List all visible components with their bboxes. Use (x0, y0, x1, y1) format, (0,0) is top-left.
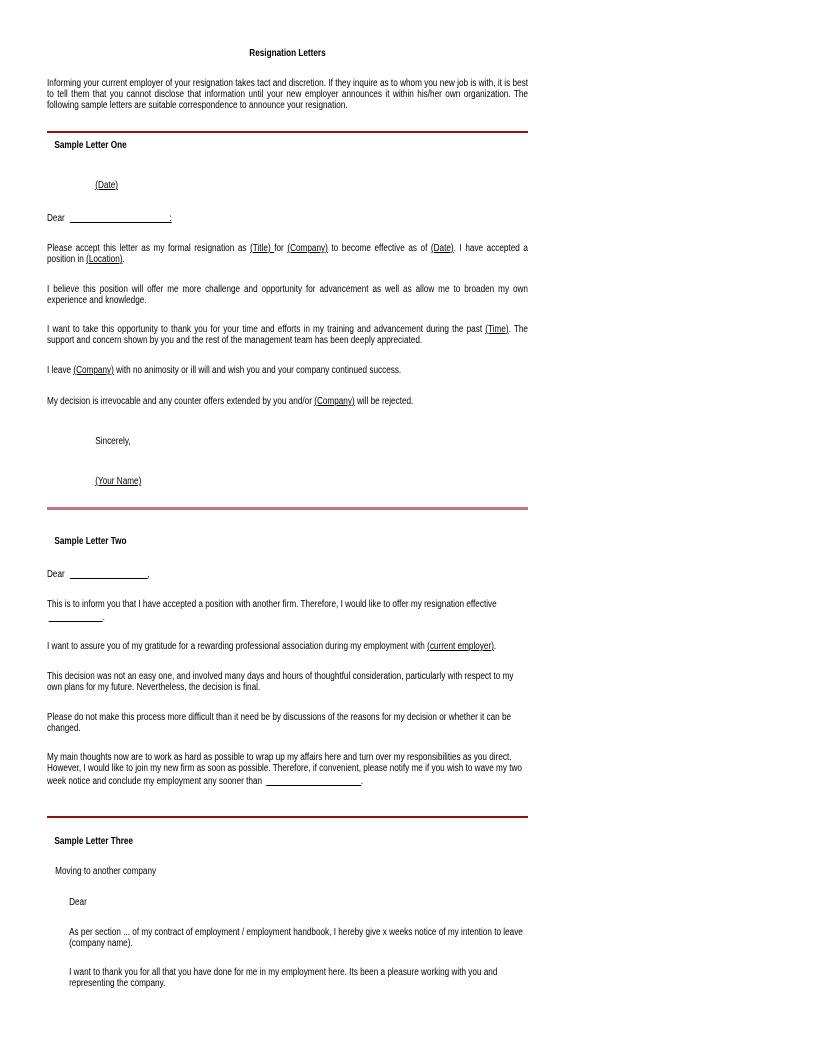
section-divider-2 (47, 507, 528, 510)
paragraph (47, 365, 528, 376)
paragraph: As per section ... of my contract of employment / employment handbook, I hereby give x weeks notice of my intention to leave (company name). (69, 927, 523, 949)
sample-letter-one (47, 140, 528, 487)
blank-line (70, 569, 148, 579)
paragraph-text: will be rejected. (354, 396, 414, 407)
sample-letter-two (47, 536, 528, 787)
paragraph-text: I leave (47, 365, 74, 376)
paragraph (47, 243, 528, 265)
placeholder-location: (Location) (86, 254, 123, 265)
paragraph: I believe this position will offer me more challenge and opportunity for advancement as well as allow me to broaden my own experience and knowledge. (47, 284, 528, 306)
paragraph-text: . (102, 612, 105, 623)
paragraph-text: to become effective as of (327, 243, 431, 254)
paragraph-text: Please accept this letter as my formal resignation as (47, 243, 251, 254)
paragraph (47, 641, 528, 652)
letter-one-heading: Sample Letter One (54, 140, 127, 151)
paragraph (47, 324, 528, 346)
paragraph-text: My decision is irrevocable and any counter offers extended by you and/or (47, 396, 315, 407)
paragraph (47, 752, 528, 787)
blank-line (70, 213, 170, 223)
paragraph-text: . The support and concern shown by you and the rest of the management team has been deeply appreciated. (47, 324, 528, 346)
sample-letter-three (47, 836, 528, 989)
paragraph-text: . I have accepted a position in (47, 243, 528, 265)
paragraph-text: This is to inform you that I have accepted a position with another firm. Therefore, I would like to offer my resignation effective (47, 599, 497, 610)
paragraph (47, 396, 528, 407)
document-title: Resignation Letters (249, 48, 326, 59)
paragraph-text: My main thoughts now are to work as hard as possible to wrap up my affairs here and turn over my responsibilities as you direct. However, I would like to join my new firm as soon as possible. Therefore, if convenient, please notify me if you wish to wave my two week notice and conclude my employment any sooner than (47, 752, 522, 787)
placeholder-company: (Company) (73, 365, 114, 376)
paragraph-text: I want to assure you of my gratitude for a rewarding professional association during my employment with (47, 641, 428, 652)
paragraph: This decision was not an easy one, and involved many days and hours of thoughtful consideration, particularly with respect to my own plans for my future. Nevertheless, the decision is final. (47, 671, 514, 693)
paragraph (47, 599, 528, 623)
blank-line (266, 776, 364, 787)
salutation-line (47, 211, 528, 224)
salutation-prefix: Dear (47, 569, 65, 580)
paragraph: Please do not make this process more difficult than it need be by discussions of the reasons for my decision or whether it can be changed. (47, 712, 512, 734)
letter-three-heading: Sample Letter Three (54, 836, 134, 847)
placeholder-company: (Company) (287, 243, 328, 254)
letter-two-heading: Sample Letter Two (54, 536, 127, 547)
date-placeholder: (Date) (95, 180, 118, 191)
signature-line (95, 476, 528, 487)
section-divider-1 (47, 131, 528, 133)
blank-line (49, 612, 103, 622)
placeholder-time: (Time) (485, 324, 509, 335)
placeholder-current-employer: (current employer) (427, 641, 494, 652)
paragraph: I want to thank you for all that you have done for me in my employment here. Its been a pleasure working with you and representing the company. (69, 967, 498, 989)
paragraph-text: I want to take this opportunity to thank you for your time and efforts in my training and advancement during the past (47, 324, 486, 335)
paragraph-text: with no animosity or ill will and wish you and your company continued success. (113, 365, 402, 376)
letter-three-subheading: Moving to another company (55, 866, 157, 877)
placeholder-date: (Date) (430, 243, 454, 254)
paragraph-text: for (274, 243, 288, 254)
placeholder-title: (Title) (250, 243, 275, 254)
salutation-line: Dear (69, 897, 87, 908)
paragraph-text: . (360, 776, 364, 787)
placeholder-your-name: (Your Name) (95, 476, 142, 487)
date-placeholder-line (95, 180, 528, 191)
closing-line: Sincerely, (95, 436, 131, 447)
salutation-prefix: Dear (47, 213, 65, 224)
section-divider-3 (47, 816, 528, 818)
document-content (47, 0, 528, 989)
salutation-colon: : (169, 213, 172, 224)
intro-paragraph: Informing your current employer of your resignation takes tact and discretion. If they inquire as to whom you new job is with, it is best to tell them that you cannot disclose that information until your new employer announces it within his/her own organization. The following sample letters are suitable correspondence to announce your resignation. (47, 78, 528, 111)
paragraph-text: . (493, 641, 497, 652)
salutation-comma: , (147, 569, 150, 580)
placeholder-company: (Company) (314, 396, 355, 407)
salutation-line (47, 567, 528, 580)
paragraph-text: . (122, 254, 125, 265)
